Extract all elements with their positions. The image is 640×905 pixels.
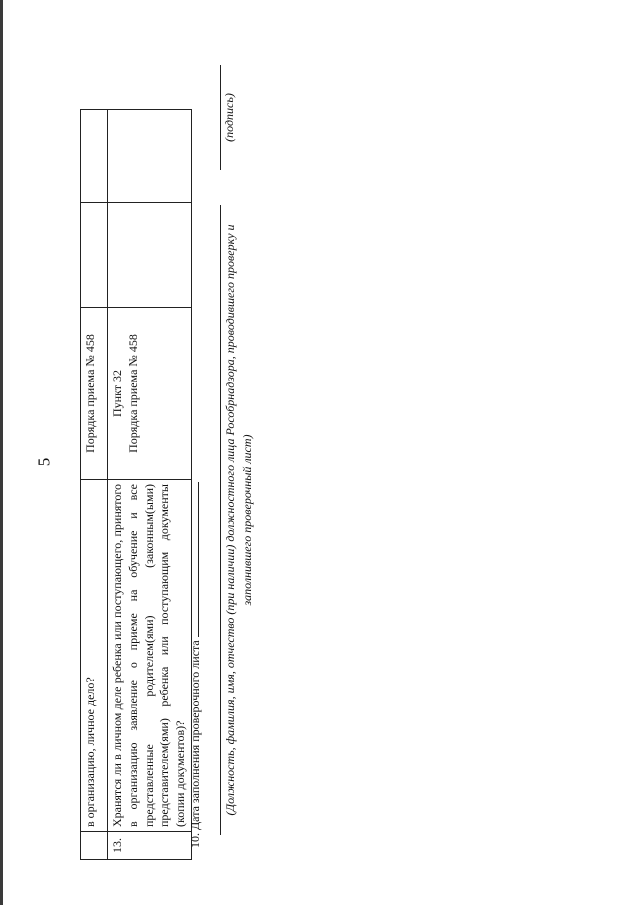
question-cell: Хранятся ли в личном деле ребенка или поступающего, принятого в организацию заявление о приеме на обучение и все представленные родителем(ями) (законным(ыми) представителем(ями) ребенка или поступающим документы (копии документов)? xyxy=(108,480,192,832)
checklist-table xyxy=(80,109,192,860)
fill-date-blank xyxy=(198,482,199,637)
reference-cell xyxy=(108,308,192,480)
fill-date-label: 10. Дата заполнения проверочного листа xyxy=(188,640,202,848)
scan-edge xyxy=(0,0,3,905)
reference-line: Порядка приема № 458 xyxy=(125,334,140,453)
row-number-cell: 13. xyxy=(108,832,192,860)
empty-answer-cell xyxy=(108,203,192,308)
row-number-cell xyxy=(81,832,108,860)
empty-note-cell xyxy=(108,110,192,203)
reference-line: Пункт 32 xyxy=(110,370,124,418)
table-row xyxy=(81,110,108,860)
official-caption: (Должность, фамилия, имя, отчество (при наличии) должностного лица Рособрнадзора, проводившего проверку и заполнившего проверочный лист) xyxy=(223,224,255,816)
fill-date-line xyxy=(188,482,203,848)
reference-cell: Порядка приема № 458 xyxy=(81,308,108,480)
signature-underline xyxy=(220,65,221,170)
official-underline xyxy=(220,205,221,835)
question-cell: в организацию, личное дело? xyxy=(81,480,108,832)
table-row xyxy=(108,110,192,860)
rotated-page-content xyxy=(70,60,300,860)
empty-note-cell xyxy=(81,110,108,203)
empty-answer-cell xyxy=(81,203,108,308)
page-number: 5 xyxy=(34,457,54,467)
signature-caption: (подпись) xyxy=(222,93,236,142)
